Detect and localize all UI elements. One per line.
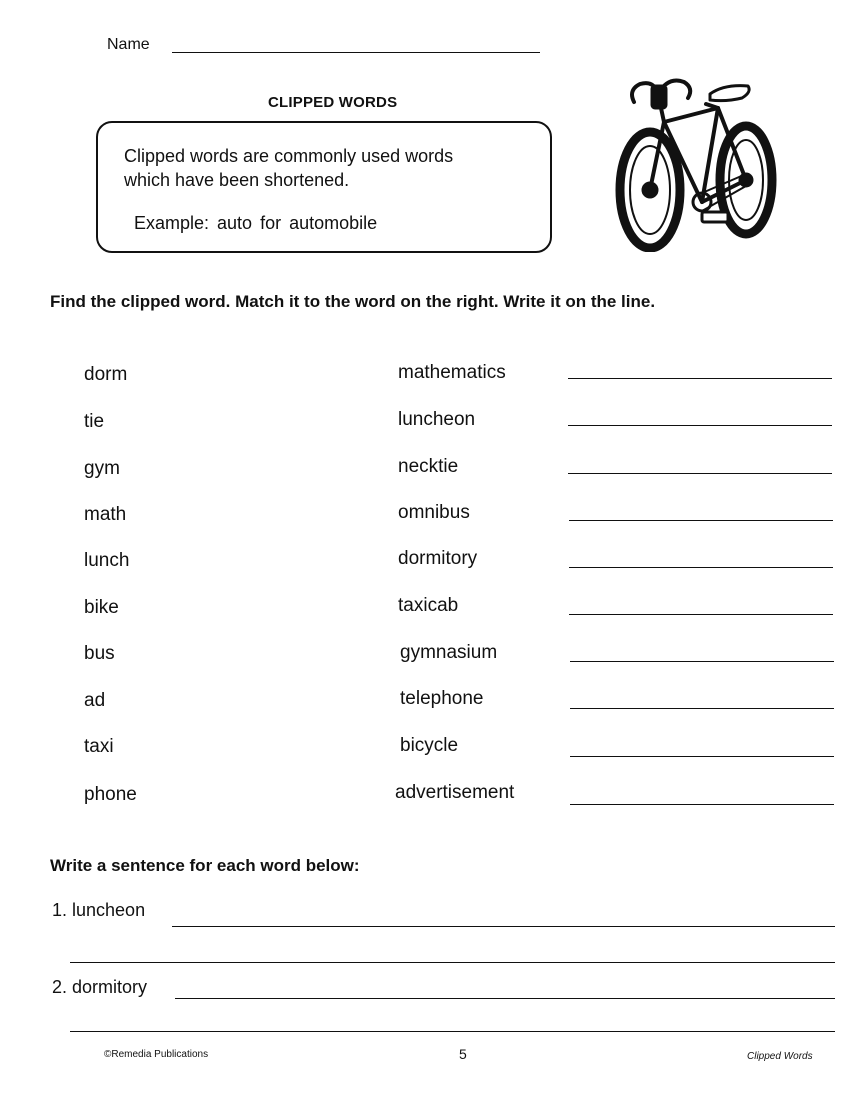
full-word: necktie	[398, 456, 459, 477]
definition-line-2: which have been shortened.	[124, 170, 350, 190]
clipped-word: taxi	[84, 736, 114, 757]
sentence-prompt: 2. dormitory	[52, 977, 148, 997]
footer-book-title: Clipped Words	[747, 1051, 813, 1062]
answer-line[interactable]	[569, 614, 833, 615]
match-instructions: Find the clipped word. Match it to the word on the right. Write it on the line.	[50, 292, 656, 311]
answer-line[interactable]	[568, 425, 832, 426]
clipped-word: phone	[84, 784, 137, 805]
bicycle-icon	[606, 62, 782, 252]
page-title: CLIPPED WORDS	[268, 94, 398, 111]
answer-line[interactable]	[568, 473, 832, 474]
full-word: dormitory	[398, 548, 478, 569]
sentence-line[interactable]	[175, 998, 835, 999]
clipped-word: bus	[84, 643, 115, 664]
full-word: gymnasium	[400, 642, 498, 663]
clipped-word: math	[84, 504, 127, 525]
answer-line[interactable]	[570, 661, 834, 662]
full-word: bicycle	[400, 735, 459, 756]
name-answer-line[interactable]	[172, 52, 540, 53]
clipped-word: lunch	[84, 550, 130, 571]
footer-page-number: 5	[459, 1046, 467, 1062]
sentence-line[interactable]	[172, 926, 835, 927]
full-word: taxicab	[398, 595, 459, 616]
definition-example: Example: auto for automobile	[134, 213, 378, 233]
name-label: Name	[107, 36, 150, 53]
clipped-word: ad	[84, 690, 106, 711]
sentence-instructions: Write a sentence for each word below:	[50, 856, 360, 875]
answer-line[interactable]	[569, 520, 833, 521]
full-word: advertisement	[395, 782, 515, 803]
answer-line[interactable]	[568, 378, 832, 379]
full-word: omnibus	[398, 502, 470, 523]
answer-line[interactable]	[570, 804, 834, 805]
answer-line[interactable]	[570, 756, 834, 757]
full-word: telephone	[400, 688, 484, 709]
clipped-word: bike	[84, 597, 119, 618]
definition-line-1: Clipped words are commonly used words	[124, 146, 454, 166]
full-word: mathematics	[398, 362, 506, 383]
answer-line[interactable]	[570, 708, 834, 709]
clipped-word: dorm	[84, 364, 128, 385]
sentence-line[interactable]	[70, 1031, 835, 1032]
clipped-word: tie	[84, 411, 105, 432]
answer-line[interactable]	[569, 567, 833, 568]
full-word: luncheon	[398, 409, 476, 430]
footer-publisher: ©Remedia Publications	[104, 1049, 209, 1060]
sentence-prompt: 1. luncheon	[52, 900, 146, 920]
sentence-line[interactable]	[70, 962, 835, 963]
clipped-word: gym	[84, 458, 120, 479]
